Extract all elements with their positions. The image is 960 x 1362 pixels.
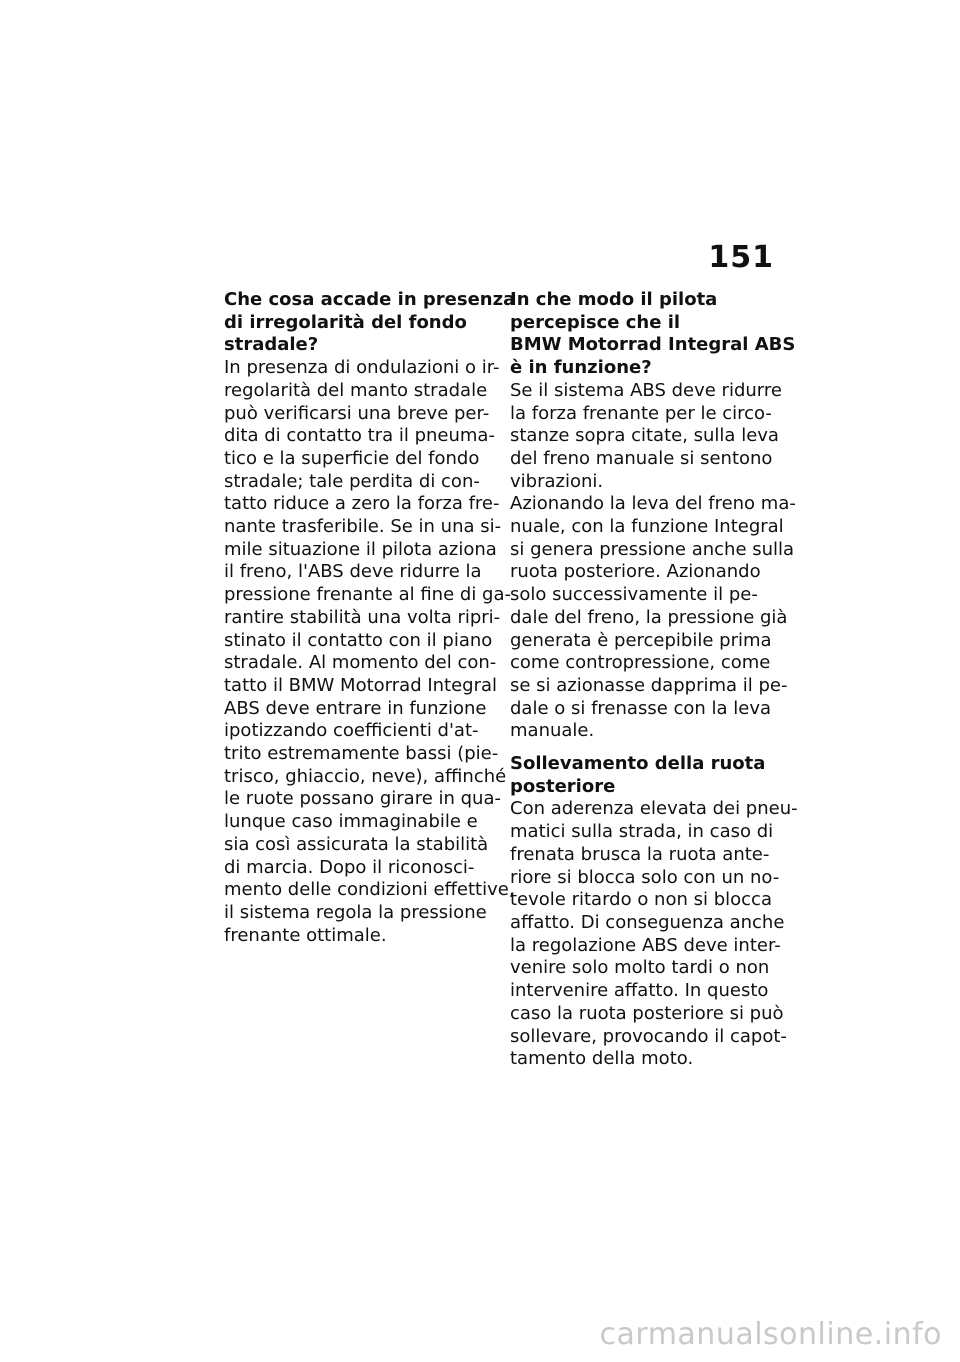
text-line: il sistema regola la pressione (224, 901, 487, 923)
text-line: In presenza di ondulazioni o ir- (224, 357, 500, 379)
text-line: mile situazione il pilota aziona (224, 538, 497, 560)
text-line: sollevare, provocando il capot- (510, 1025, 787, 1047)
text-line: dita di contatto tra il pneuma- (224, 425, 495, 447)
text-line: tevole ritardo o non si blocca (510, 889, 772, 911)
section-heading-rear-wheel-lift (510, 753, 778, 798)
heading-line: percepisce che il (510, 311, 681, 333)
text-line: pressione frenante al fine di ga- (224, 584, 511, 606)
paragraph-rear-wheel-lift (510, 798, 798, 1070)
text-line: Se il sistema ABS deve ridurre (510, 379, 782, 401)
text-line: stradale; tale perdita di con- (224, 470, 480, 492)
text-line: dale o si frenasse con la leva (510, 697, 772, 719)
text-line: trisco, ghiaccio, neve), affinché (224, 765, 507, 787)
text-line: il freno, l'ABS deve ridurre la (224, 561, 482, 583)
text-line: mento delle condizioni effettive, (224, 879, 515, 901)
text-line: regolarità del manto stradale (224, 379, 488, 401)
text-line: del freno manuale si sentono (510, 447, 773, 469)
heading-line: posteriore (510, 775, 616, 797)
text-line: di marcia. Dopo il riconosci- (224, 856, 475, 878)
text-line: si genera pressione anche sulla (510, 538, 795, 560)
text-line: frenante ottimale. (224, 924, 387, 946)
text-line: generata è percepibile prima (510, 629, 772, 651)
left-column (224, 289, 516, 947)
heading-line: Che cosa accade in presenza (224, 289, 516, 310)
text-line: come contropressione, come (510, 652, 771, 674)
text-line: rantire stabilità una volta ripri- (224, 606, 501, 628)
text-line: manuale. (510, 720, 595, 742)
section-heading-abs-perception (510, 289, 796, 380)
section-heading-irregularities (224, 289, 516, 357)
heading-line: stradale? (224, 334, 319, 356)
text-line: nuale, con la funzione Integral (510, 516, 784, 538)
right-column (510, 289, 798, 1071)
text-line: dale del freno, la pressione già (510, 606, 788, 628)
text-line: Azionando la leva del freno ma- (510, 493, 796, 515)
text-line: frenata brusca la ruota ante- (510, 843, 770, 865)
text-line: stinato il contatto con il piano (224, 629, 493, 651)
heading-line: BMW Motorrad Integral ABS (510, 334, 796, 356)
text-line: tatto il BMW Motorrad Integral (224, 674, 498, 696)
text-line: intervenire affatto. In questo (510, 980, 769, 1002)
text-line: caso la ruota posteriore si può (510, 1002, 784, 1024)
heading-line: Sollevamento della ruota (510, 753, 766, 775)
text-line: lunque caso immaginabile e (224, 811, 478, 833)
text-line: vibrazioni. (510, 470, 604, 492)
text-line: tico e la superficie del fondo (224, 447, 480, 469)
text-line: stanze sopra citate, sulla leva (510, 425, 779, 447)
text-line: ABS deve entrare in funzione (224, 697, 487, 719)
heading-line: è in funzione? (510, 357, 652, 379)
text-line: solo successivamente il pe- (510, 584, 758, 606)
text-line: la regolazione ABS deve inter- (510, 934, 781, 956)
text-line: nante trasferibile. Se in una si- (224, 516, 502, 538)
text-line: se si azionasse dapprima il pe- (510, 674, 788, 696)
text-line: ipotizzando coefficienti d'at- (224, 720, 479, 742)
heading-line: di irregolarità del fondo (224, 311, 467, 333)
text-line: trito estremamente bassi (pie- (224, 743, 499, 765)
text-line: venire solo molto tardi o non (510, 957, 770, 979)
paragraph-irregularities (224, 357, 515, 947)
text-line: le ruote possano girare in qua- (224, 788, 501, 810)
text-line: Con aderenza elevata dei pneu- (510, 798, 798, 820)
watermark: carmanualsonline.info (599, 1317, 942, 1352)
paragraph-integral-function (510, 493, 796, 743)
text-line: stradale. Al momento del con- (224, 652, 497, 674)
text-line: matici sulla strada, in caso di (510, 821, 774, 843)
text-line: affatto. Di conseguenza anche (510, 911, 785, 933)
paragraph-abs-vibration (510, 379, 782, 494)
text-line: tatto riduce a zero la forza fre- (224, 493, 500, 515)
text-line: ruota posteriore. Azionando (510, 561, 761, 583)
page-number: 151 (708, 240, 774, 275)
heading-line: In che modo il pilota (510, 289, 718, 310)
text-line: riore si blocca solo con un no- (510, 866, 780, 888)
text-line: la forza frenante per le circo- (510, 402, 772, 424)
text-line: sia così assicurata la stabilità (224, 833, 489, 855)
text-line: tamento della moto. (510, 1048, 694, 1070)
text-line: può verificarsi una breve per- (224, 402, 490, 424)
